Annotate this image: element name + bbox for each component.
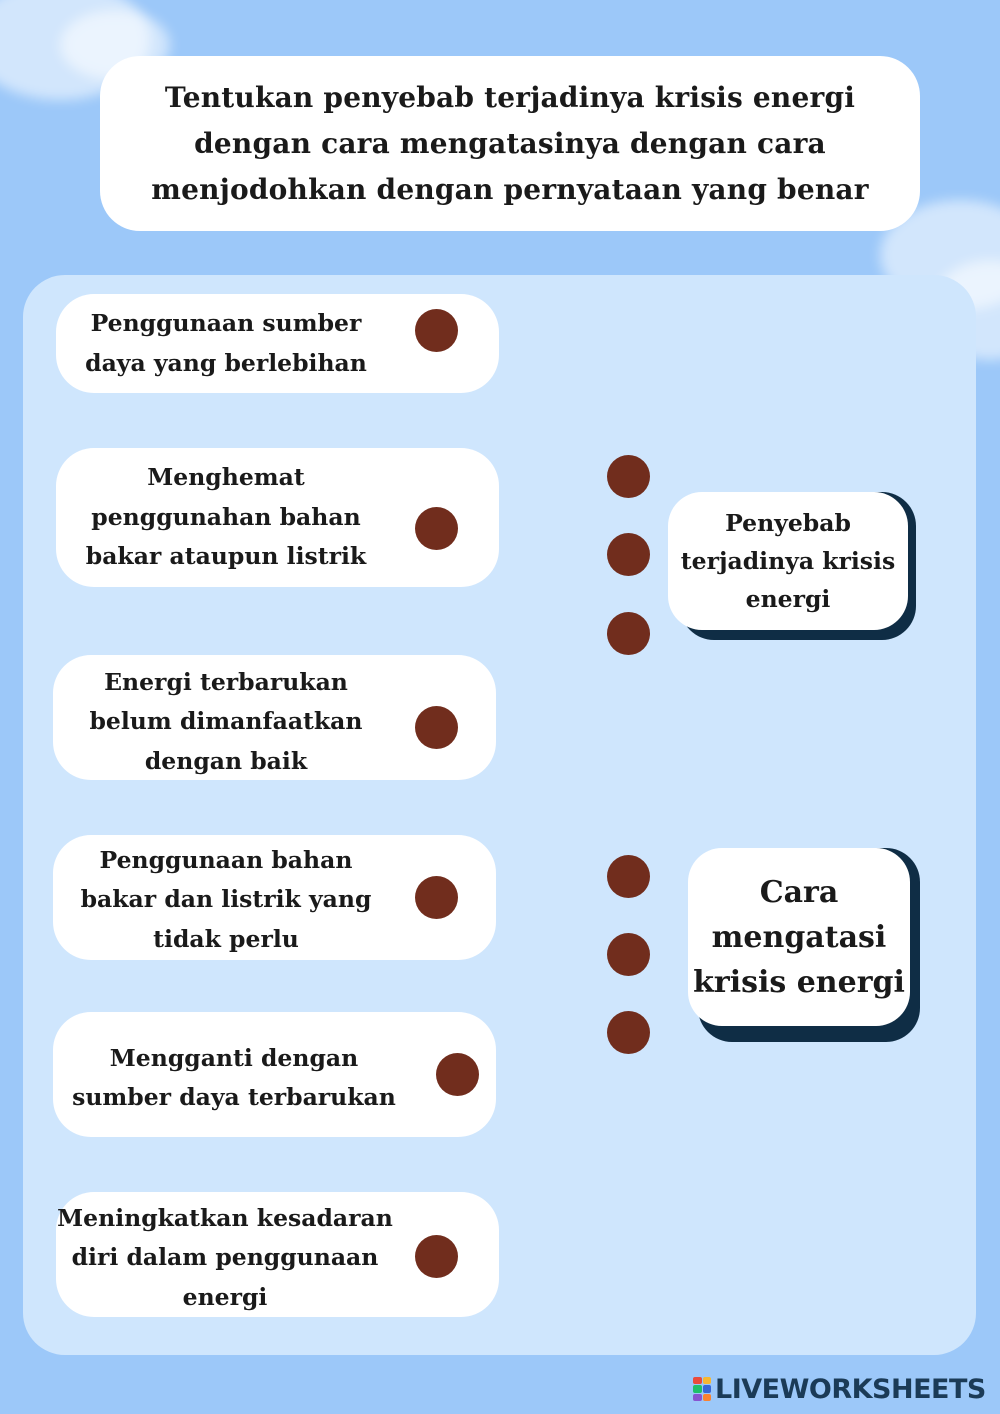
statement-text: [52, 1198, 398, 1318]
match-dot-cause-3[interactable]: [607, 612, 650, 655]
statement-line: dengan baik: [144, 746, 308, 775]
statement-line: energi: [182, 1282, 268, 1311]
match-dot-statement-2[interactable]: [415, 507, 458, 550]
match-dot-solution-2[interactable]: [607, 933, 650, 976]
brand-text: LIVEWORKSHEETS: [715, 1373, 986, 1405]
match-dot-statement-4[interactable]: [415, 876, 458, 919]
match-dot-cause-1[interactable]: [607, 455, 650, 498]
statement-line: penggunahan bahan: [91, 502, 361, 531]
match-dot-statement-6[interactable]: [415, 1235, 458, 1278]
category-cause: [668, 492, 908, 630]
statement-text: [53, 662, 399, 782]
liveworksheets-logo-icon: [693, 1377, 711, 1401]
statement-text: [53, 1018, 415, 1138]
liveworksheets-brand[interactable]: [693, 1374, 986, 1404]
category-solution: [688, 848, 910, 1026]
statement-line: bakar dan listrik yang: [80, 885, 372, 914]
title-line: dengan cara mengatasinya dengan cara: [194, 126, 826, 160]
title-line: Tentukan penyebab terjadinya krisis energi: [164, 80, 856, 114]
statement-line: Penggunaan bahan: [99, 845, 353, 874]
statement-line: sumber daya terbarukan: [72, 1083, 396, 1111]
statement-line: Energi terbarukan: [104, 667, 348, 696]
statement-line: bakar ataupun listrik: [85, 542, 367, 571]
statement-line: Mengganti dengan: [109, 1043, 359, 1072]
match-dot-solution-3[interactable]: [607, 1011, 650, 1054]
match-dot-cause-2[interactable]: [607, 533, 650, 576]
match-dot-statement-3[interactable]: [415, 706, 458, 749]
category-line: Cara: [759, 874, 839, 910]
statement-line: Menghemat: [147, 463, 305, 492]
statement-line: Penggunaan sumber: [90, 309, 362, 337]
statement-text: [56, 448, 396, 587]
statement-line: diri dalam penggunaan: [71, 1243, 379, 1272]
statement-line: Meningkatkan kesadaran: [57, 1203, 393, 1232]
category-line: Penyebab: [725, 509, 851, 537]
statement-line: tidak perlu: [153, 924, 299, 953]
statement-text: [53, 840, 399, 960]
title-line: menjodohkan dengan pernyataan yang benar: [151, 172, 869, 206]
category-line: krisis energi: [693, 964, 905, 1000]
match-dot-statement-5[interactable]: [436, 1053, 479, 1096]
category-line: energi: [745, 585, 831, 613]
statement-line: belum dimanfaatkan: [89, 707, 363, 736]
match-dot-solution-1[interactable]: [607, 855, 650, 898]
category-line: terjadinya krisis: [680, 547, 896, 575]
statement-text: [56, 294, 396, 393]
match-dot-statement-1[interactable]: [415, 309, 458, 352]
statement-line: daya yang berlebihan: [85, 348, 367, 377]
instruction-title: [100, 56, 920, 231]
category-line: mengatasi: [711, 919, 887, 955]
